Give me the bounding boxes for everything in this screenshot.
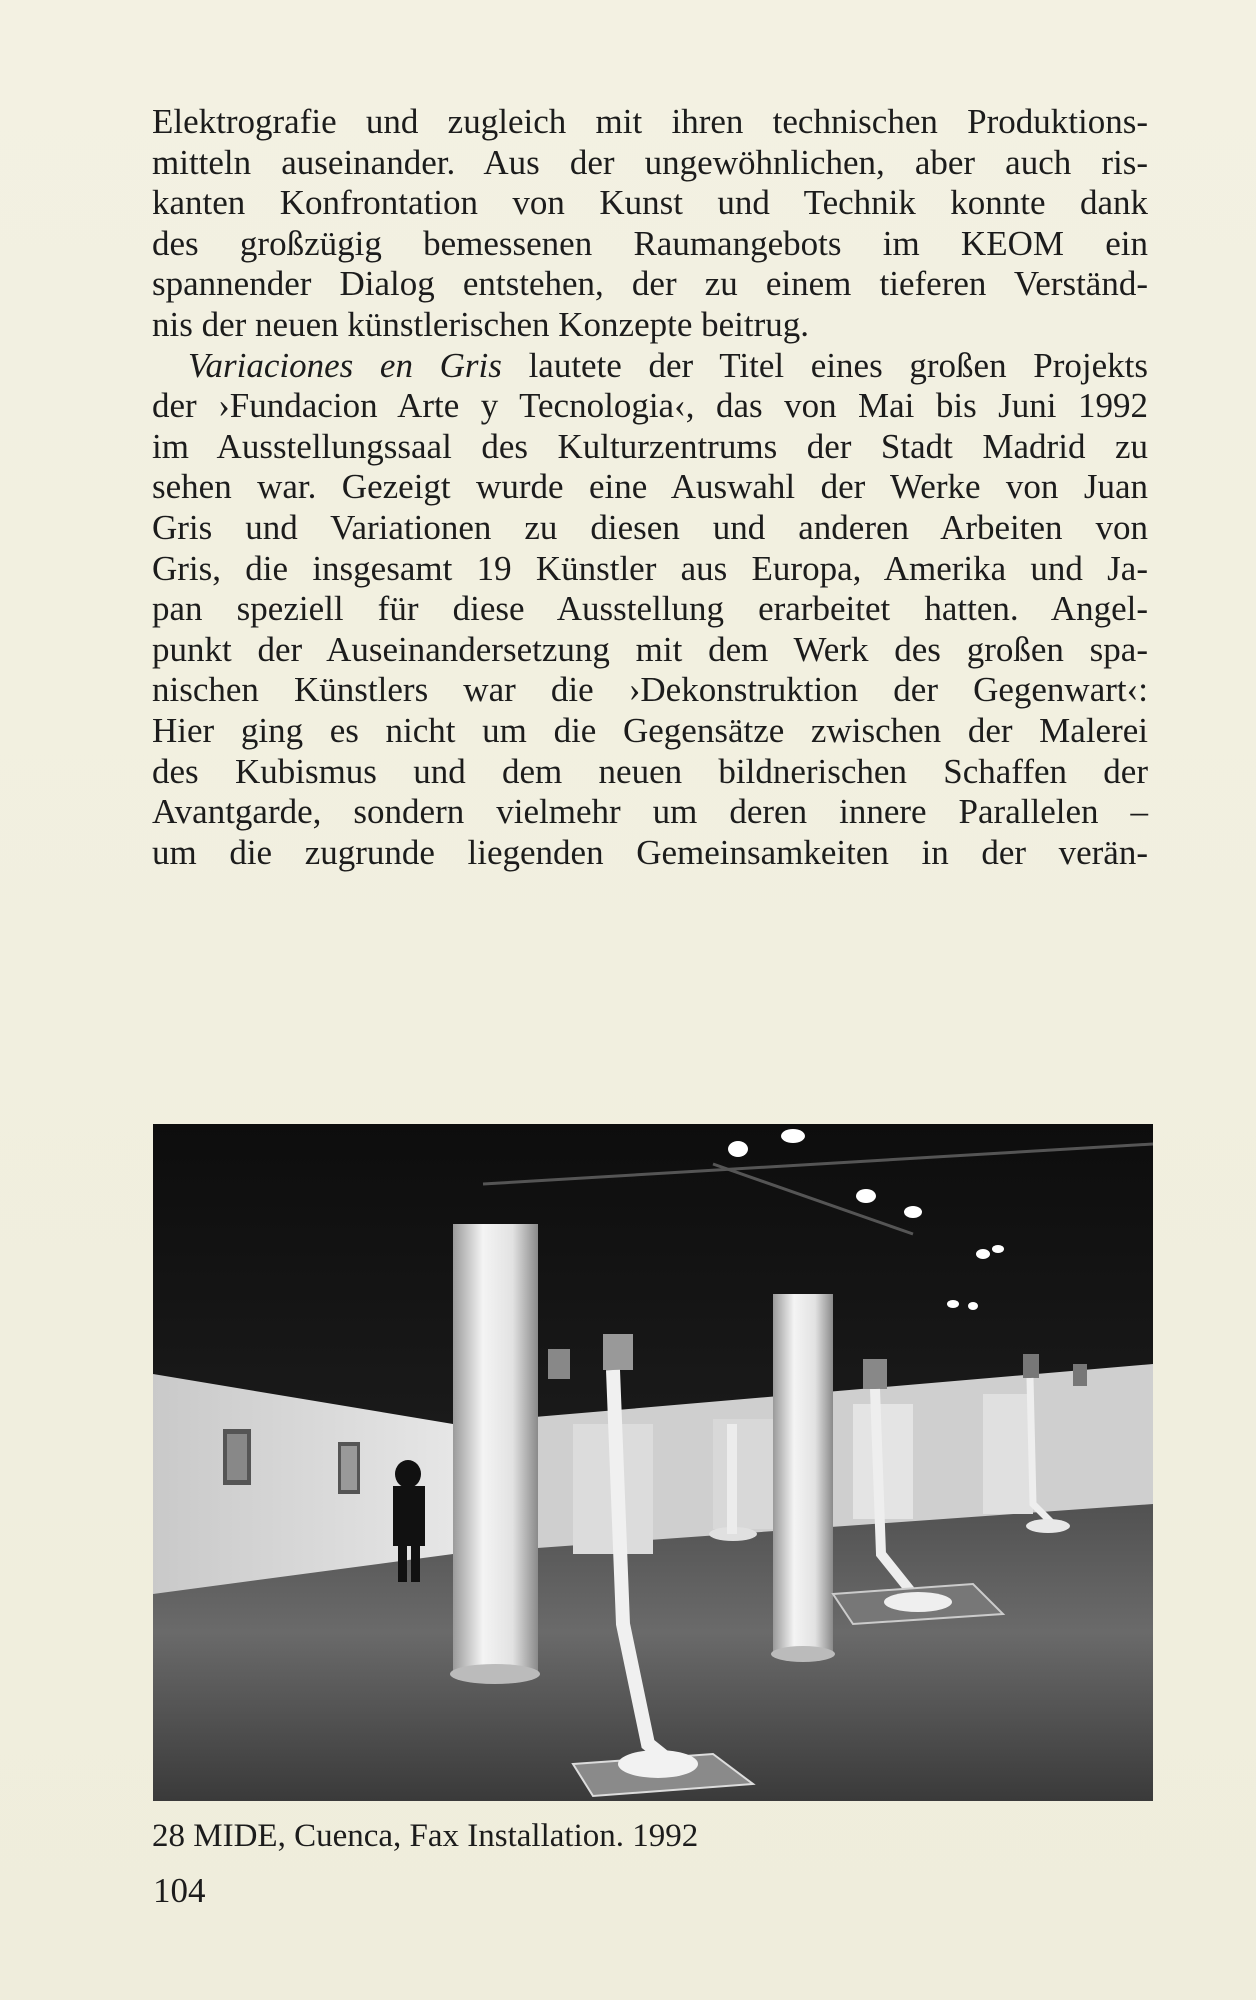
text-line: sehen war. Gezeigt wurde eine Auswahl der Werke von Juan [152, 467, 1148, 507]
text-line: der ›Fundacion Arte y Tecnologia‹, das von Mai bis Juni 1992 [152, 386, 1148, 426]
text-line: Gris und Variationen zu diesen und anderen Arbeiten von [152, 507, 1148, 547]
photo-illustration [153, 1124, 1153, 1801]
text-line: des großzügig bemessenen Raumangebots im KEOM ein [152, 223, 1148, 263]
figure-caption: 28 MIDE, Cuenca, Fax Installation. 1992 [152, 1818, 699, 1854]
text-line-rest: lautete der Titel eines großen Projekts [501, 345, 1148, 385]
text-line: des Kubismus und dem neuen bildnerischen Schaffen der [152, 751, 1148, 791]
text-line: mitteln auseinander. Aus der ungewöhnlichen, aber auch ris- [152, 142, 1148, 182]
text-line: kanten Konfrontation von Kunst und Technik konnte dank [152, 183, 1148, 223]
text-line: Elektrografie und zugleich mit ihren technischen Produktions- [152, 102, 1148, 141]
text-line: nis der neuen künstlerischen Konzepte beitrug. [152, 304, 810, 344]
text-line: Gris, die insgesamt 19 Künstler aus Europa, Amerika und Ja- [152, 548, 1148, 588]
text-line: im Ausstellungssaal des Kulturzentrums der Stadt Madrid zu [152, 426, 1148, 466]
body-text [152, 102, 1148, 873]
text-line: Hier ging es nicht um die Gegensätze zwischen der Malerei [152, 710, 1148, 750]
exhibition-title: Variaciones en Gris [188, 345, 502, 385]
text-line: um die zugrunde liegenden Gemeinsamkeiten in der verän- [152, 832, 1148, 872]
text-line: punkt der Auseinandersetzung mit dem Werk des großen spa- [152, 629, 1148, 669]
text-line: spannender Dialog entstehen, der zu einem tieferen Verständ- [152, 264, 1148, 304]
text-line: pan speziell für diese Ausstellung erarbeitet hatten. Angel- [152, 589, 1148, 629]
page-number: 104 [153, 1871, 206, 1910]
text-line: Avantgarde, sondern vielmehr um deren innere Parallelen – [152, 792, 1148, 832]
text-line: nischen Künstlers war die ›Dekonstruktion der Gegenwart‹: [152, 670, 1148, 710]
exhibition-photo [153, 1124, 1153, 1801]
paragraph-first-line [152, 346, 1148, 387]
